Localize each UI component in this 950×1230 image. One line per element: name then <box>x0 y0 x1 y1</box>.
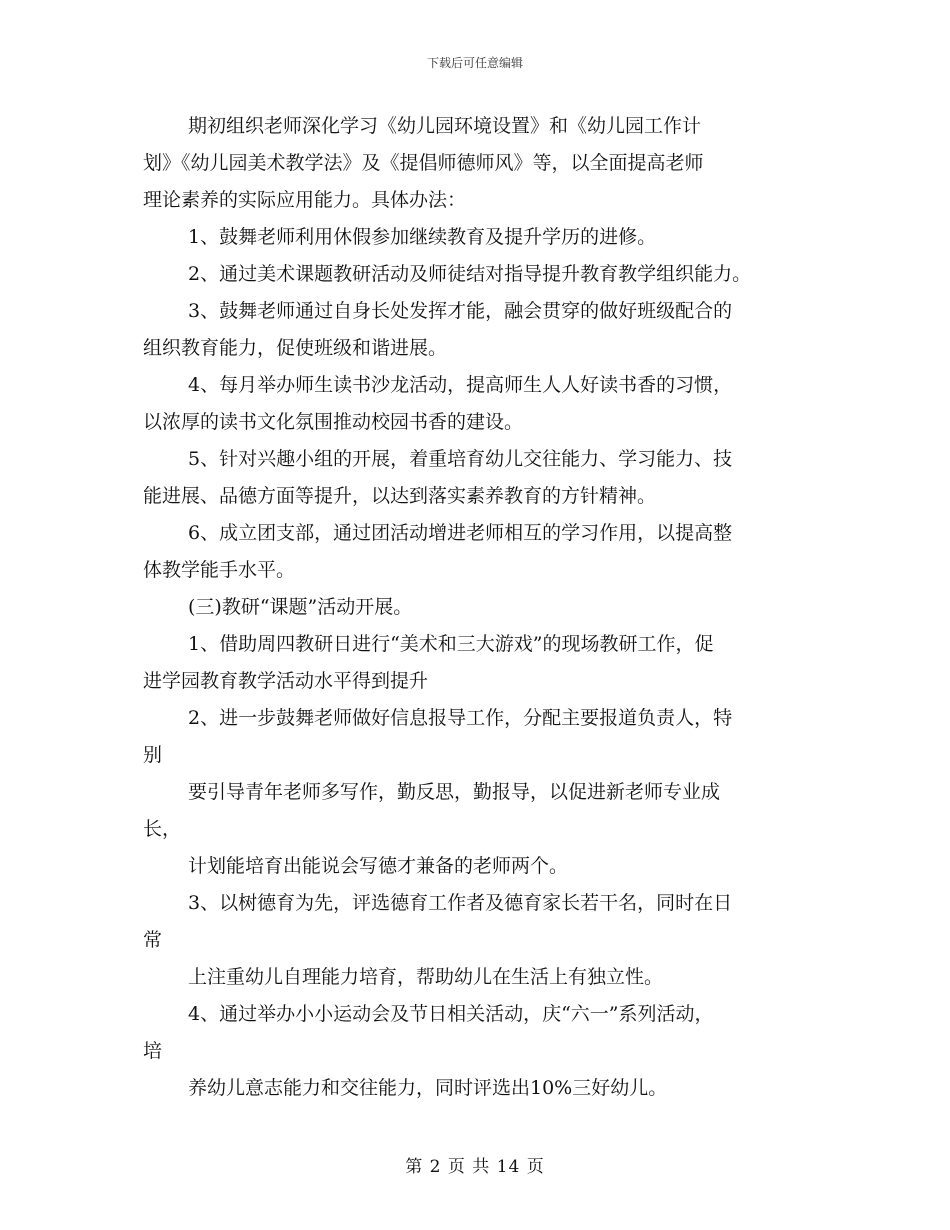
paragraph-line: 划》《幼儿园美术教学法》及《提倡师德师风》等，以全面提高老师 <box>143 152 704 174</box>
paragraph-line: 计划能培育出能说会写德才兼备的老师两个。 <box>188 855 569 877</box>
paragraph-line: 1、借助周四教研日进行“美术和三大游戏”的现场教研工作，促 <box>188 633 714 655</box>
paragraph-line: 体教学能手水平。 <box>143 559 296 581</box>
page-header: 下载后可任意编辑 <box>426 56 523 70</box>
paragraph-line: 1、鼓舞老师利用休假参加继续教育及提升学历的进修。 <box>188 226 657 248</box>
paragraph-line: 2、通过美术课题教研活动及师徒结对指导提升教育教学组织能力。 <box>188 263 752 285</box>
paragraph-line: 4、每月举办师生读书沙龙活动，提高师生人人好读书香的习惯， <box>188 374 733 396</box>
paragraph-line: 组织教育能力，促使班级和谐进展。 <box>143 337 448 359</box>
paragraph-line: 理论素养的实际应用能力。具体办法： <box>143 189 467 211</box>
paragraph-line: 上注重幼儿自理能力培育，帮助幼儿在生活上有独立性。 <box>188 966 664 988</box>
page-number-footer: 第 2 页 共 14 页 <box>405 1157 545 1177</box>
paragraph-line: 常 <box>143 929 163 951</box>
paragraph-line: 要引导青年老师多写作，勤反思，勤报导，以促进新老师专业成 <box>188 781 721 803</box>
paragraph-line: 长， <box>143 818 182 840</box>
section-heading: (三)教研“课题”活动开展。 <box>188 596 413 618</box>
paragraph-line: 能进展、品德方面等提升，以达到落实素养教育的方针精神。 <box>143 485 657 507</box>
paragraph-line: 5、针对兴趣小组的开展，着重培育幼儿交往能力、学习能力、技 <box>188 448 733 470</box>
paragraph-line: 3、以树德育为先，评选德育工作者及德育家长若干名，同时在日 <box>188 892 733 914</box>
paragraph-line: 培 <box>143 1040 163 1062</box>
paragraph-line: 4、通过举办小小运动会及节日相关活动，庆“六一”系列活动， <box>188 1003 714 1025</box>
paragraph-line: 别 <box>143 744 163 766</box>
paragraph-line: 进学园教育教学活动水平得到提升 <box>143 670 429 692</box>
paragraph-line: 2、进一步鼓舞老师做好信息报导工作，分配主要报道负责人，特 <box>188 707 733 729</box>
paragraph-line: 期初组织老师深化学习《幼儿园环境设置》和《幼儿园工作计 <box>188 115 702 137</box>
paragraph-line: 以浓厚的读书文化氛围推动校园书香的建设。 <box>143 411 524 433</box>
paragraph-line: 3、鼓舞老师通过自身长处发挥才能，融会贯穿的做好班级配合的 <box>188 300 733 322</box>
document-body <box>143 108 823 1107</box>
paragraph-line: 养幼儿意志能力和交往能力，同时评选出10%三好幼儿。 <box>188 1077 668 1099</box>
paragraph-line: 6、成立团支部，通过团活动增进老师相互的学习作用，以提高整 <box>188 522 733 544</box>
